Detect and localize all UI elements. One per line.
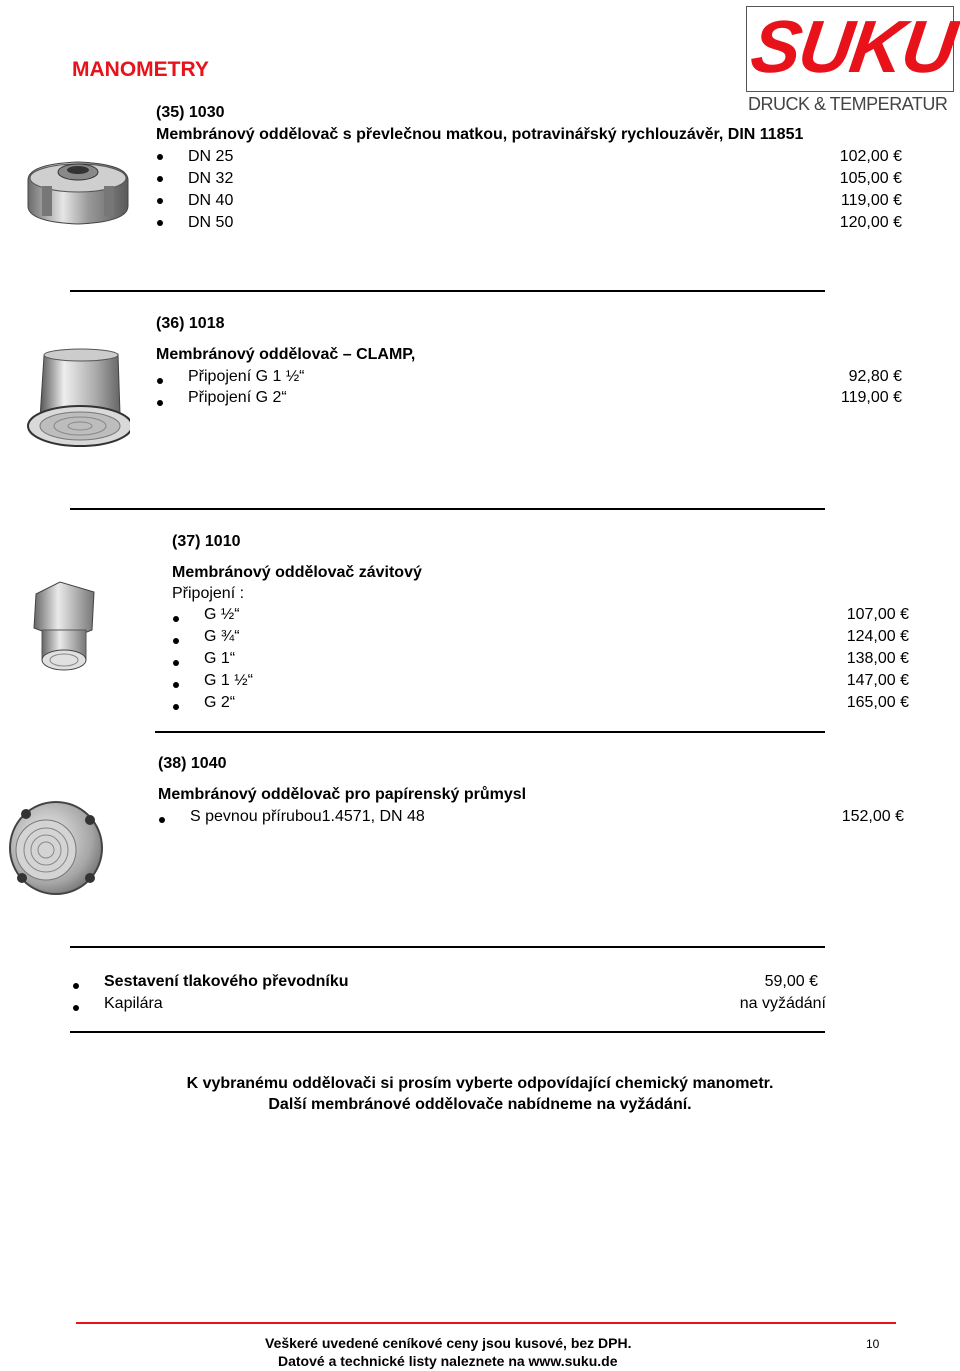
section-name: Membránový oddělovač závitový <box>172 564 422 581</box>
item-price: 147,00 € <box>846 672 909 689</box>
item-price: 138,00 € <box>846 650 909 667</box>
section-name: Membránový oddělovač – CLAMP, <box>156 346 416 363</box>
item-label: G 1 ½“ <box>204 672 253 689</box>
item-label: DN 40 <box>188 192 234 209</box>
section-code: (37) 1010 <box>172 533 241 550</box>
bullet <box>173 660 179 666</box>
section-name: Membránový oddělovač s převlečnou matkou, potravinářský rychlouzávěr, DIN 11851 <box>156 126 804 143</box>
bullet <box>157 220 163 226</box>
bullet <box>73 983 79 989</box>
bullet <box>73 1005 79 1011</box>
item-label: Připojení G 2“ <box>188 389 287 406</box>
item-label: DN 50 <box>188 214 234 231</box>
suku-logo <box>746 5 960 118</box>
item-label: G ½“ <box>204 606 240 623</box>
item-price: 102,00 € <box>839 148 902 165</box>
divider <box>70 1031 825 1033</box>
product-image-1018 <box>22 344 130 455</box>
extra-price: 59,00 € <box>764 973 818 990</box>
item-price: 120,00 € <box>839 214 902 231</box>
item-label: G 2“ <box>204 694 236 711</box>
bullet <box>157 378 163 384</box>
footer-line-1: Veškeré uvedené ceníkové ceny jsou kusové, bez DPH. <box>265 1335 632 1351</box>
section-code: (35) 1030 <box>156 104 225 121</box>
bullet <box>159 817 165 823</box>
bullet <box>173 616 179 622</box>
section-code: (38) 1040 <box>158 755 227 772</box>
page-number: 10 <box>866 1337 880 1351</box>
logo-subtitle: DRUCK & TEMPERATUR <box>748 94 948 114</box>
product-image-1040 <box>6 798 104 903</box>
item-price: 107,00 € <box>846 606 909 623</box>
bullet <box>173 682 179 688</box>
item-price: 92,80 € <box>848 368 902 385</box>
item-price: 165,00 € <box>846 694 909 711</box>
extra-label: Sestavení tlakového převodníku <box>104 973 349 990</box>
divider <box>70 508 825 510</box>
extra-label: Kapilára <box>104 995 163 1012</box>
product-image-1030 <box>20 148 136 233</box>
item-label: G 1“ <box>204 650 236 667</box>
note-line: Další membránové oddělovače nabídneme na vyžádání. <box>268 1096 692 1113</box>
item-label: Připojení G 1 ½“ <box>188 368 305 385</box>
bullet <box>157 176 163 182</box>
footer-line-2: Datové a technické listy naleznete na www.suku.de <box>278 1353 618 1369</box>
logo-text: SUKU <box>746 5 960 88</box>
item-price: 119,00 € <box>840 192 902 209</box>
bullet <box>157 400 163 406</box>
page-title: MANOMETRY <box>72 58 209 81</box>
item-price: 119,00 € <box>840 389 902 406</box>
item-label: DN 25 <box>188 148 234 165</box>
bullet <box>157 198 163 204</box>
item-price: 124,00 € <box>846 628 909 645</box>
item-label: S pevnou přírubou1.4571, DN 48 <box>190 808 425 825</box>
note-line: K vybranému oddělovači si prosím vyberte odpovídající chemický manometr. <box>186 1075 774 1092</box>
section-name: Membránový oddělovač pro papírenský průmysl <box>158 786 527 803</box>
item-price: 152,00 € <box>841 808 904 825</box>
bullet <box>157 154 163 160</box>
product-image-1010 <box>30 580 100 679</box>
section-subtitle: Připojení : <box>172 585 245 602</box>
extra-price: na vyžádání <box>739 995 826 1012</box>
bullet <box>173 704 179 710</box>
item-price: 105,00 € <box>839 170 902 187</box>
bullet <box>173 638 179 644</box>
divider <box>70 290 825 292</box>
section-code: (36) 1018 <box>156 315 225 332</box>
item-label: G ¾“ <box>204 628 240 645</box>
item-label: DN 32 <box>188 170 234 187</box>
divider <box>70 946 825 948</box>
divider <box>155 731 825 733</box>
footer-divider <box>76 1322 896 1324</box>
